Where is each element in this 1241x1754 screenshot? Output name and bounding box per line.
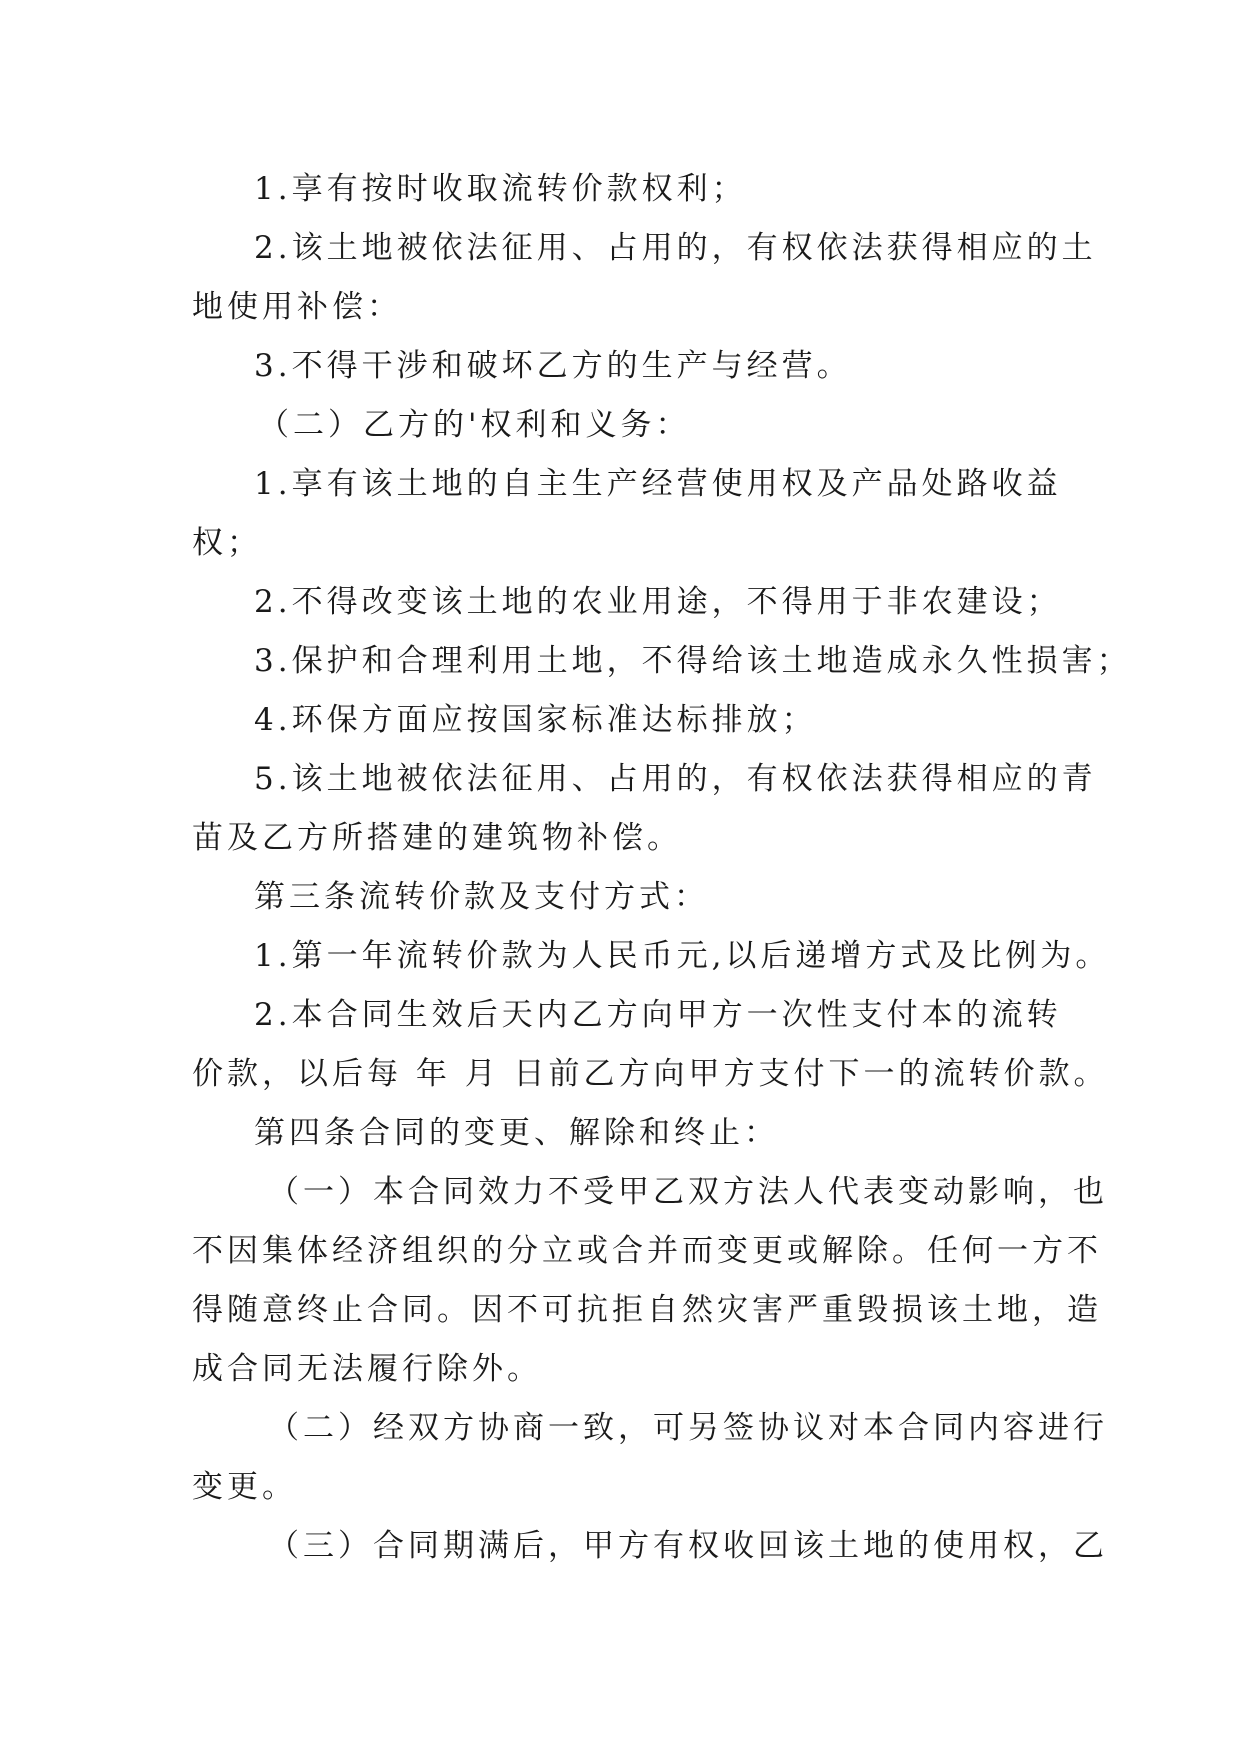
paragraph-line: 2.本合同生效后天内乙方向甲方一次性支付本的流转	[254, 997, 1062, 1033]
paragraph-line: （一）本合同效力不受甲乙双方法人代表变动影响，也	[268, 1174, 1108, 1210]
paragraph-line: （二）经双方协商一致，可另签协议对本合同内容进行	[268, 1410, 1108, 1446]
paragraph-line: 2.该土地被依法征用、占用的，有权依法获得相应的土	[254, 230, 1097, 266]
paragraph-line: 5.该土地被依法征用、占用的，有权依法获得相应的青	[254, 761, 1097, 797]
paragraph-line: 权；	[192, 525, 262, 561]
paragraph-line: 价款，以后每 年 月 日前乙方向甲方支付下一的流转价款。	[192, 1056, 1109, 1092]
paragraph-line: 地使用补偿：	[192, 289, 402, 325]
paragraph-line: 变更。	[192, 1469, 297, 1505]
article-heading: 第四条合同的变更、解除和终止：	[254, 1115, 779, 1151]
paragraph-line: （三）合同期满后，甲方有权收回该土地的使用权，乙	[268, 1528, 1108, 1564]
document-body	[192, 160, 1132, 1576]
paragraph-line: 1.享有该土地的自主生产经营使用权及产品处路收益	[254, 466, 1062, 502]
paragraph-line: 3.不得干涉和破坏乙方的生产与经营。	[254, 348, 852, 384]
paragraph-line: 成合同无法履行除外。	[192, 1351, 542, 1387]
section-heading: （二）乙方的'权利和义务：	[258, 407, 691, 443]
paragraph-line: 苗及乙方所搭建的建筑物补偿。	[192, 820, 682, 856]
paragraph-line: 4.环保方面应按国家标准达标排放；	[254, 702, 817, 738]
paragraph-line: 2.不得改变该土地的农业用途，不得用于非农建设；	[254, 584, 1062, 620]
paragraph-line: 1.第一年流转价款为人民币元,以后递增方式及比例为。	[254, 938, 1111, 974]
paragraph-line: 3.保护和合理利用土地，不得给该土地造成永久性损害；	[254, 643, 1132, 679]
paragraph-line: 不因集体经济组织的分立或合并而变更或解除。任何一方不	[192, 1233, 1102, 1269]
paragraph-line: 1.享有按时收取流转价款权利；	[254, 171, 747, 207]
paragraph-line: 得随意终止合同。因不可抗拒自然灾害严重毁损该土地，造	[192, 1292, 1102, 1328]
article-heading: 第三条流转价款及支付方式：	[254, 879, 709, 915]
